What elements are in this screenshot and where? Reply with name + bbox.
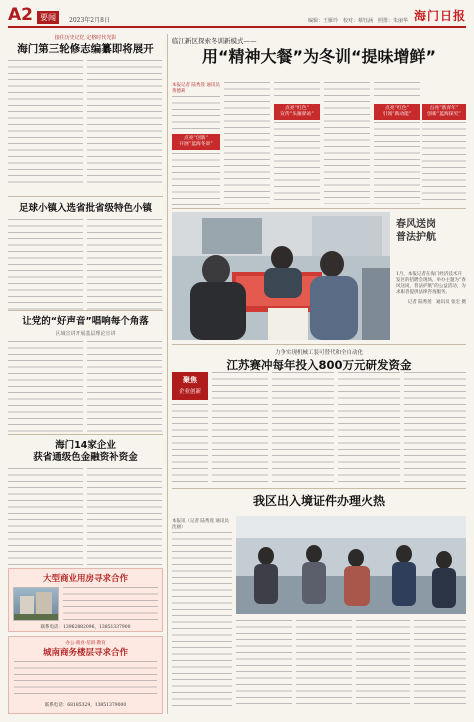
newspaper-logo: 海门日报 bbox=[413, 9, 466, 23]
article-4-title: 海门14家企业 bbox=[55, 440, 116, 451]
article-3-body-right bbox=[87, 341, 162, 433]
photo-headline: 春风送岗 普法护航 bbox=[396, 219, 436, 243]
bottom-byline: 本报讯（记者 陆秀莲 通讯员 沈丽） bbox=[172, 519, 229, 530]
ad-1-details bbox=[63, 587, 158, 621]
badge-top-text: 聚焦 bbox=[183, 376, 197, 384]
feature-box-4: 点亮“新青年” 创新“蓝海探究” bbox=[422, 104, 466, 120]
article-3-title: 让党的“好声音”唱响每个角落 bbox=[22, 316, 149, 327]
article-1-body-left bbox=[8, 60, 83, 188]
feature-box-2: 点亮“红色” 引领“新动能” bbox=[374, 104, 420, 120]
ad-2-title: 城南商务楼层寻求合作 bbox=[42, 648, 128, 658]
article-1-kicker: 接住历史记忆 定格时代光影 bbox=[54, 35, 117, 41]
bottom-article bbox=[172, 494, 466, 509]
ad-1-phone: 联系电话：13962882096，13851337900 bbox=[40, 625, 131, 630]
section-label: 要闻 bbox=[37, 11, 59, 24]
ad-2-phone: 联系电话：68185329，13851379000 bbox=[44, 703, 127, 708]
issue-date: 2023年2月8日 bbox=[69, 17, 110, 24]
photo-exit-entry-hall bbox=[236, 516, 466, 614]
middle-headline: 江苏赛冲每年投入800万元研发资金 bbox=[226, 358, 412, 372]
enterprise-innovation-badge bbox=[172, 372, 208, 400]
left-column bbox=[8, 34, 163, 188]
feature-byline: 本报记者 陆秀莲 通讯员 黄德莉 bbox=[172, 83, 220, 94]
ad-commercial-property bbox=[8, 568, 163, 632]
page-number: A2 bbox=[8, 5, 33, 25]
bottom-headline: 我区出入境证件办理火热 bbox=[252, 494, 385, 508]
article-4-body-right bbox=[87, 468, 162, 566]
ad-1-building-photo bbox=[13, 587, 59, 621]
article-2-body-left bbox=[8, 219, 83, 311]
badge-bottom-text: 企业创新 bbox=[178, 389, 201, 395]
article-4-body-left bbox=[8, 468, 83, 566]
article-4-title-line2: 获省通级色金融资补资金 bbox=[33, 452, 138, 463]
article-3-body-left bbox=[8, 341, 83, 433]
article-1-title: 海门第三轮修志编纂即将展开 bbox=[17, 43, 154, 55]
article-3-subtitle: 区域宣讲开展基层理论宣讲 bbox=[55, 331, 116, 337]
feature-kicker: 临江新区探索冬训新模式—— bbox=[172, 37, 257, 45]
middle-kicker: 力争实现机械工装可替代和全自动化 bbox=[274, 350, 363, 356]
article-2-body-right bbox=[87, 219, 162, 311]
article-1-body-right bbox=[87, 60, 162, 188]
feature-box-3: 点亮“创新” 开展“蓝海冬训” bbox=[172, 134, 220, 150]
feature-headline: 用“精神大餐”为冬训“提味增鲜” bbox=[201, 47, 437, 66]
photo-job-fair bbox=[172, 212, 390, 340]
photo-caption: 1月，本报记者在海门经济技术开发区的招聘会现场，举办主题为“春风送岗，普法护航”的公益活动，为求职者提供法律咨询服务。 bbox=[396, 272, 466, 295]
ad-2-kicker: 办公·商业·培训·教育 bbox=[65, 641, 106, 646]
masthead bbox=[8, 6, 466, 28]
ad-2-details bbox=[14, 661, 157, 699]
ad-1-title: 大型商业用房寻求合作 bbox=[42, 574, 128, 584]
top-feature-article bbox=[172, 36, 466, 71]
editors-line: 编辑：王雁玲 校对：蔡钰涵 照排：朱丽华 bbox=[307, 18, 408, 24]
photo-credit: 记者 陆秀莲 通讯员 张宏 摄 bbox=[407, 300, 466, 305]
feature-box-1: 点亮“红色” 宣传“头雁驿站” bbox=[274, 104, 320, 120]
ad-office-space bbox=[8, 636, 163, 714]
article-2-title: 足球小镇入选省批省级特色小镇 bbox=[18, 203, 152, 214]
